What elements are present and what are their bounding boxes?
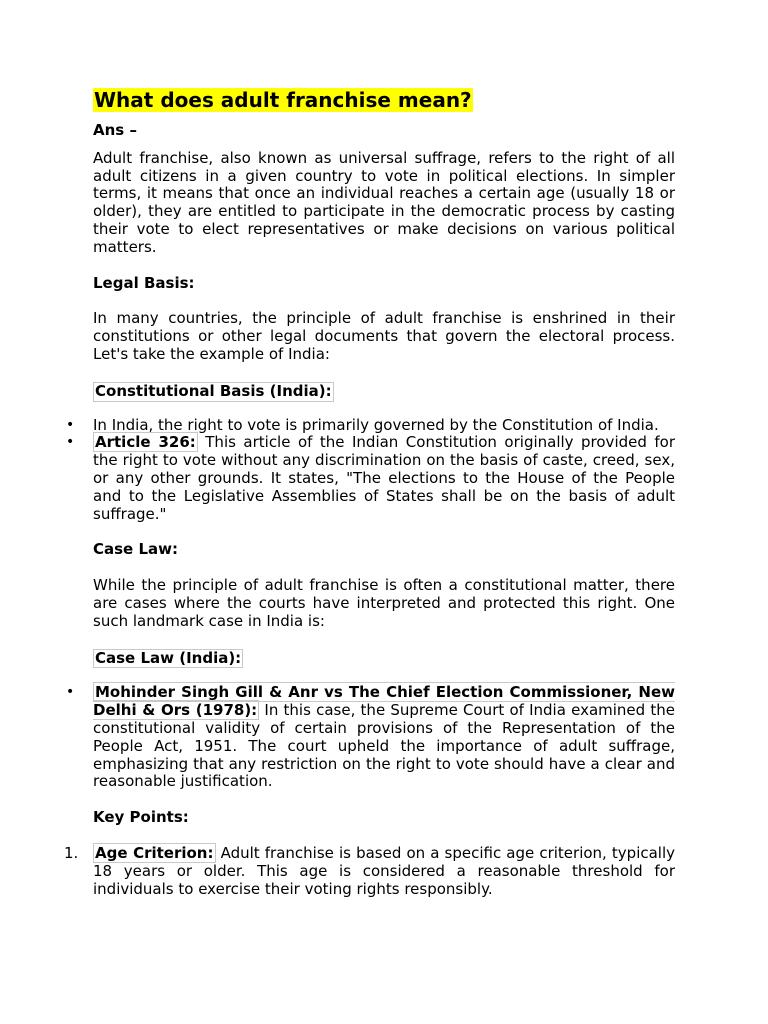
case-law-india-heading: Case Law (India): <box>95 648 242 667</box>
list-item <box>66 683 676 791</box>
bullet-icon: • <box>66 434 75 451</box>
bullet-icon: • <box>66 684 75 701</box>
article-label: Article 326: <box>95 433 196 452</box>
intro-paragraph: Adult franchise, also known as universal suffrage, refers to the right of all adult citizens in a given country to vote in political elections. In simpler terms, it means that once an individual reaches a certain age (usually 18 or older), they are entitled to participate in the democratic process by casting their vote to elect representatives or make decisions on various political matters. <box>93 148 675 256</box>
list-number: 1. <box>64 843 79 862</box>
list-item-text: This article of the Indian Constitution originally provided for the right to vote without any discrimination on the basis of caste, creed, sex, or any other grounds. It states, "The elections to the House of the People and to the Legislative Assemblies of States shall be on the basis of adult suffrage." <box>93 433 675 523</box>
list-item <box>64 843 676 898</box>
constitutional-list <box>66 415 675 524</box>
bullet-icon: • <box>66 416 75 433</box>
case-law-paragraph: While the principle of adult franchise is often a constitutional matter, there are cases where the courts have interpreted and protected this right. One such landmark case in India is: <box>93 576 675 630</box>
case-list <box>66 683 676 791</box>
case-label: Mohinder Singh Gill & Anr vs The Chief Election Commissioner, New Delhi & Ors (1978): <box>93 683 675 720</box>
constitutional-heading: Constitutional Basis (India): <box>95 381 332 400</box>
legal-basis-paragraph: In many countries, the principle of adult franchise is enshrined in their constitutions or other legal documents that govern the electoral process. Let's take the example of India: <box>93 309 675 363</box>
case-law-heading: Case Law: <box>93 540 178 559</box>
page-title: What does adult franchise mean? <box>94 88 472 112</box>
case-law-india-heading-wrapper <box>93 649 675 669</box>
key-points-list <box>64 843 676 898</box>
answer-label: Ans – <box>93 121 137 139</box>
list-item-text: In India, the right to vote is primarily governed by the Constitution of India. <box>93 415 659 434</box>
key-point-label: Age Criterion: <box>95 843 214 862</box>
list-item <box>66 433 675 523</box>
key-points-heading: Key Points: <box>93 808 189 827</box>
list-item-text: In this case, the Supreme Court of India examined the constitutional validity of certain provisions of the Representation of the People Act, 1951. The court upheld the importance of adult suffrage, emphasizing that any restriction on the right to vote should have a clear and reasonable justification. <box>93 701 676 791</box>
legal-basis-heading: Legal Basis: <box>93 273 195 292</box>
list-item-text: Adult franchise is based on a specific age criterion, typically 18 years or older. This age is considered a reasonable threshold for individuals to exercise their voting rights responsibly. <box>93 843 676 898</box>
document-content <box>64 88 676 898</box>
constitutional-heading-wrapper <box>93 382 675 402</box>
